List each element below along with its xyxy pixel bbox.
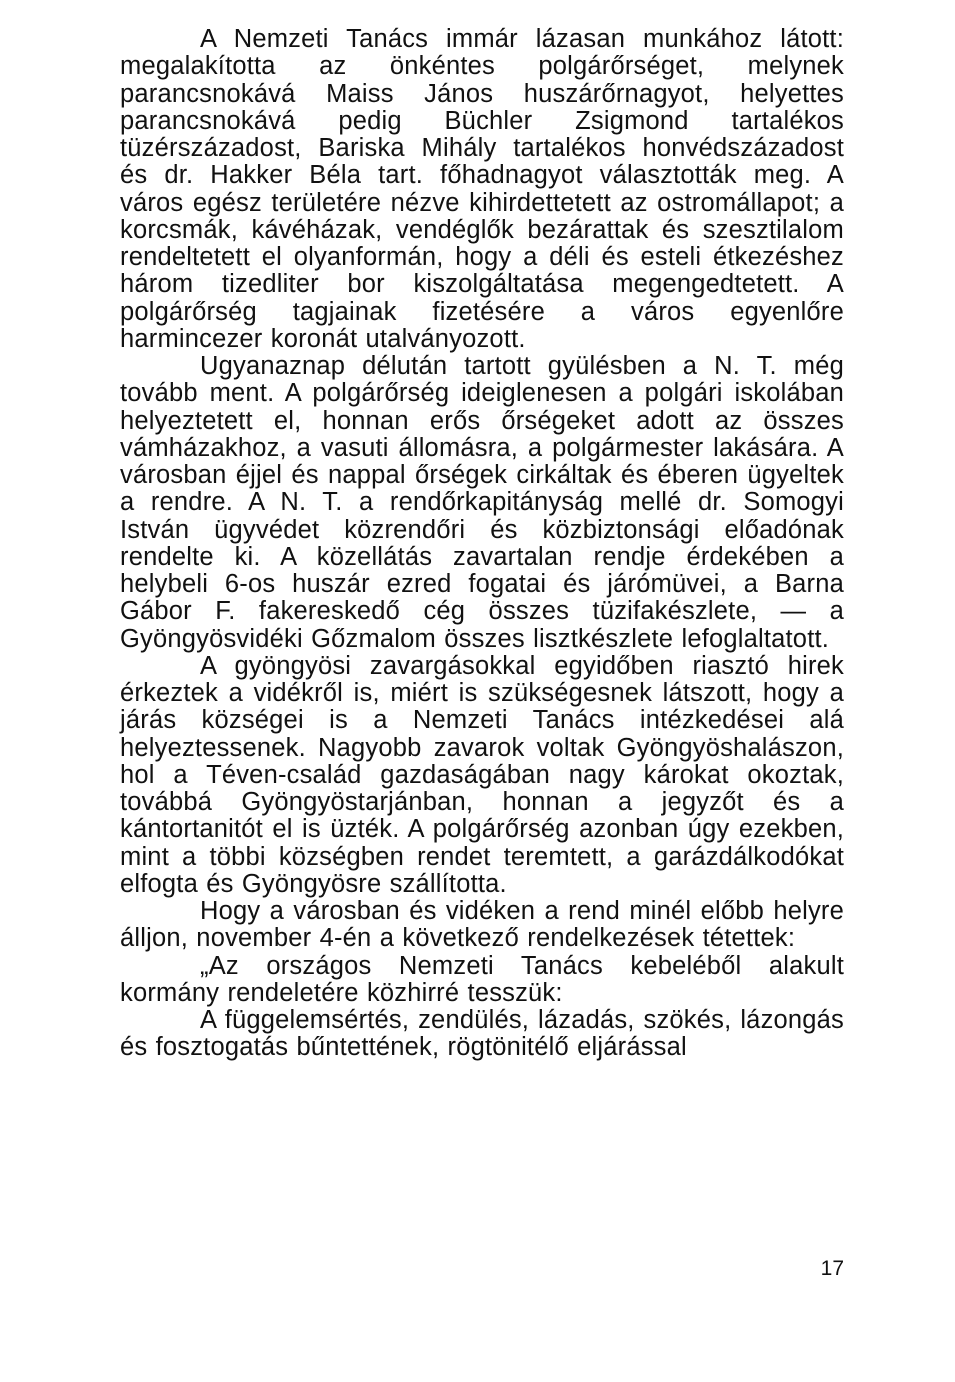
paragraph-5: „Az országos Nemzeti Tanács kebeléből alakult kormány rendeletére közhirré tesszük: [120, 951, 844, 1007]
paragraph-6: A függelemsértés, zendülés, lázadás, szökés, lázongás és fosztogatás bűntettének, rögtönitélő eljárással [120, 1006, 844, 1062]
paragraph-2: Ugyanaznap délután tartott gyülésben a N. T. még tovább ment. A polgárőrség ideiglenesen a polgári iskolában helyeztetett el, honnan erős őrségeket adott az összes vámházakhoz, a vasuti állomásra, a polgármester lakására. A városban éjjel és nappal őrségek cirkáltak és éberen ügyeltek a rendre. A N. T. a rendőrkapitányság mellé dr. Somogyi István ügyvédet közrendőri és közbiztonsági előadónak rendelte ki. A közellátás zavartalan rendje érdekében a helybeli 6-os huszár ezred fogatai és járómüvei, a Barna Gábor F. fakereskedő cég összes tüzifakészlete, — a Gyöngyösvidéki Gőzmalom összes lisztkészlete lefoglaltatott. [120, 352, 844, 653]
page-number: 17 [820, 1257, 844, 1280]
paragraph-1: A Nemzeti Tanács immár lázasan munkához látott: megalakította az önkéntes polgárőrséget, melynek parancsnokává Maiss János huszárőrnagyot, helyettes parancsnokává pedig Büchler Zsigmond tartalékos tüzérszázadost, Bariska Mihály tartalékos honvédszázadost és dr. Hakker Béla tart. főhadnagyot választották meg. A város egész területére nézve kihirdettetett az ostromállapot; a korcsmák, kávéházak, vendéglők bezárattak és szesztilalom rendeltetett el olyanformán, hogy a déli és esteli étkezéshez három tizedliter bor kiszolgáltatása megengedtetett. A polgárőrség tagjainak fizetésére a város egyenlőre harmincezer koronát utalványozott. [120, 25, 844, 353]
paragraph-3: A gyöngyösi zavargásokkal egyidőben riasztó hirek érkeztek a vidékről is, miért is szükségesnek látszott, hogy a járás községei is a Nemzeti Tanács intézkedései alá helyeztessenek. Nagyobb zavarok voltak Gyöngyöshalászon, hol a Téven-család gazdaságában nagy károkat okoztak, továbbá Gyöngyöstarjánban, honnan a jegyzőt és a kántortanitót el is üzték. A polgárőrség azonban úgy ezekben, mint a többi községben rendet teremtett, a garázdálkodókat elfogta és Gyöngyösre szállította. [120, 651, 844, 898]
paragraph-4: Hogy a városban és vidéken a rend minél előbb helyre álljon, november 4-én a következő rendelkezések tétettek: [120, 897, 844, 953]
body-text [120, 26, 844, 1062]
